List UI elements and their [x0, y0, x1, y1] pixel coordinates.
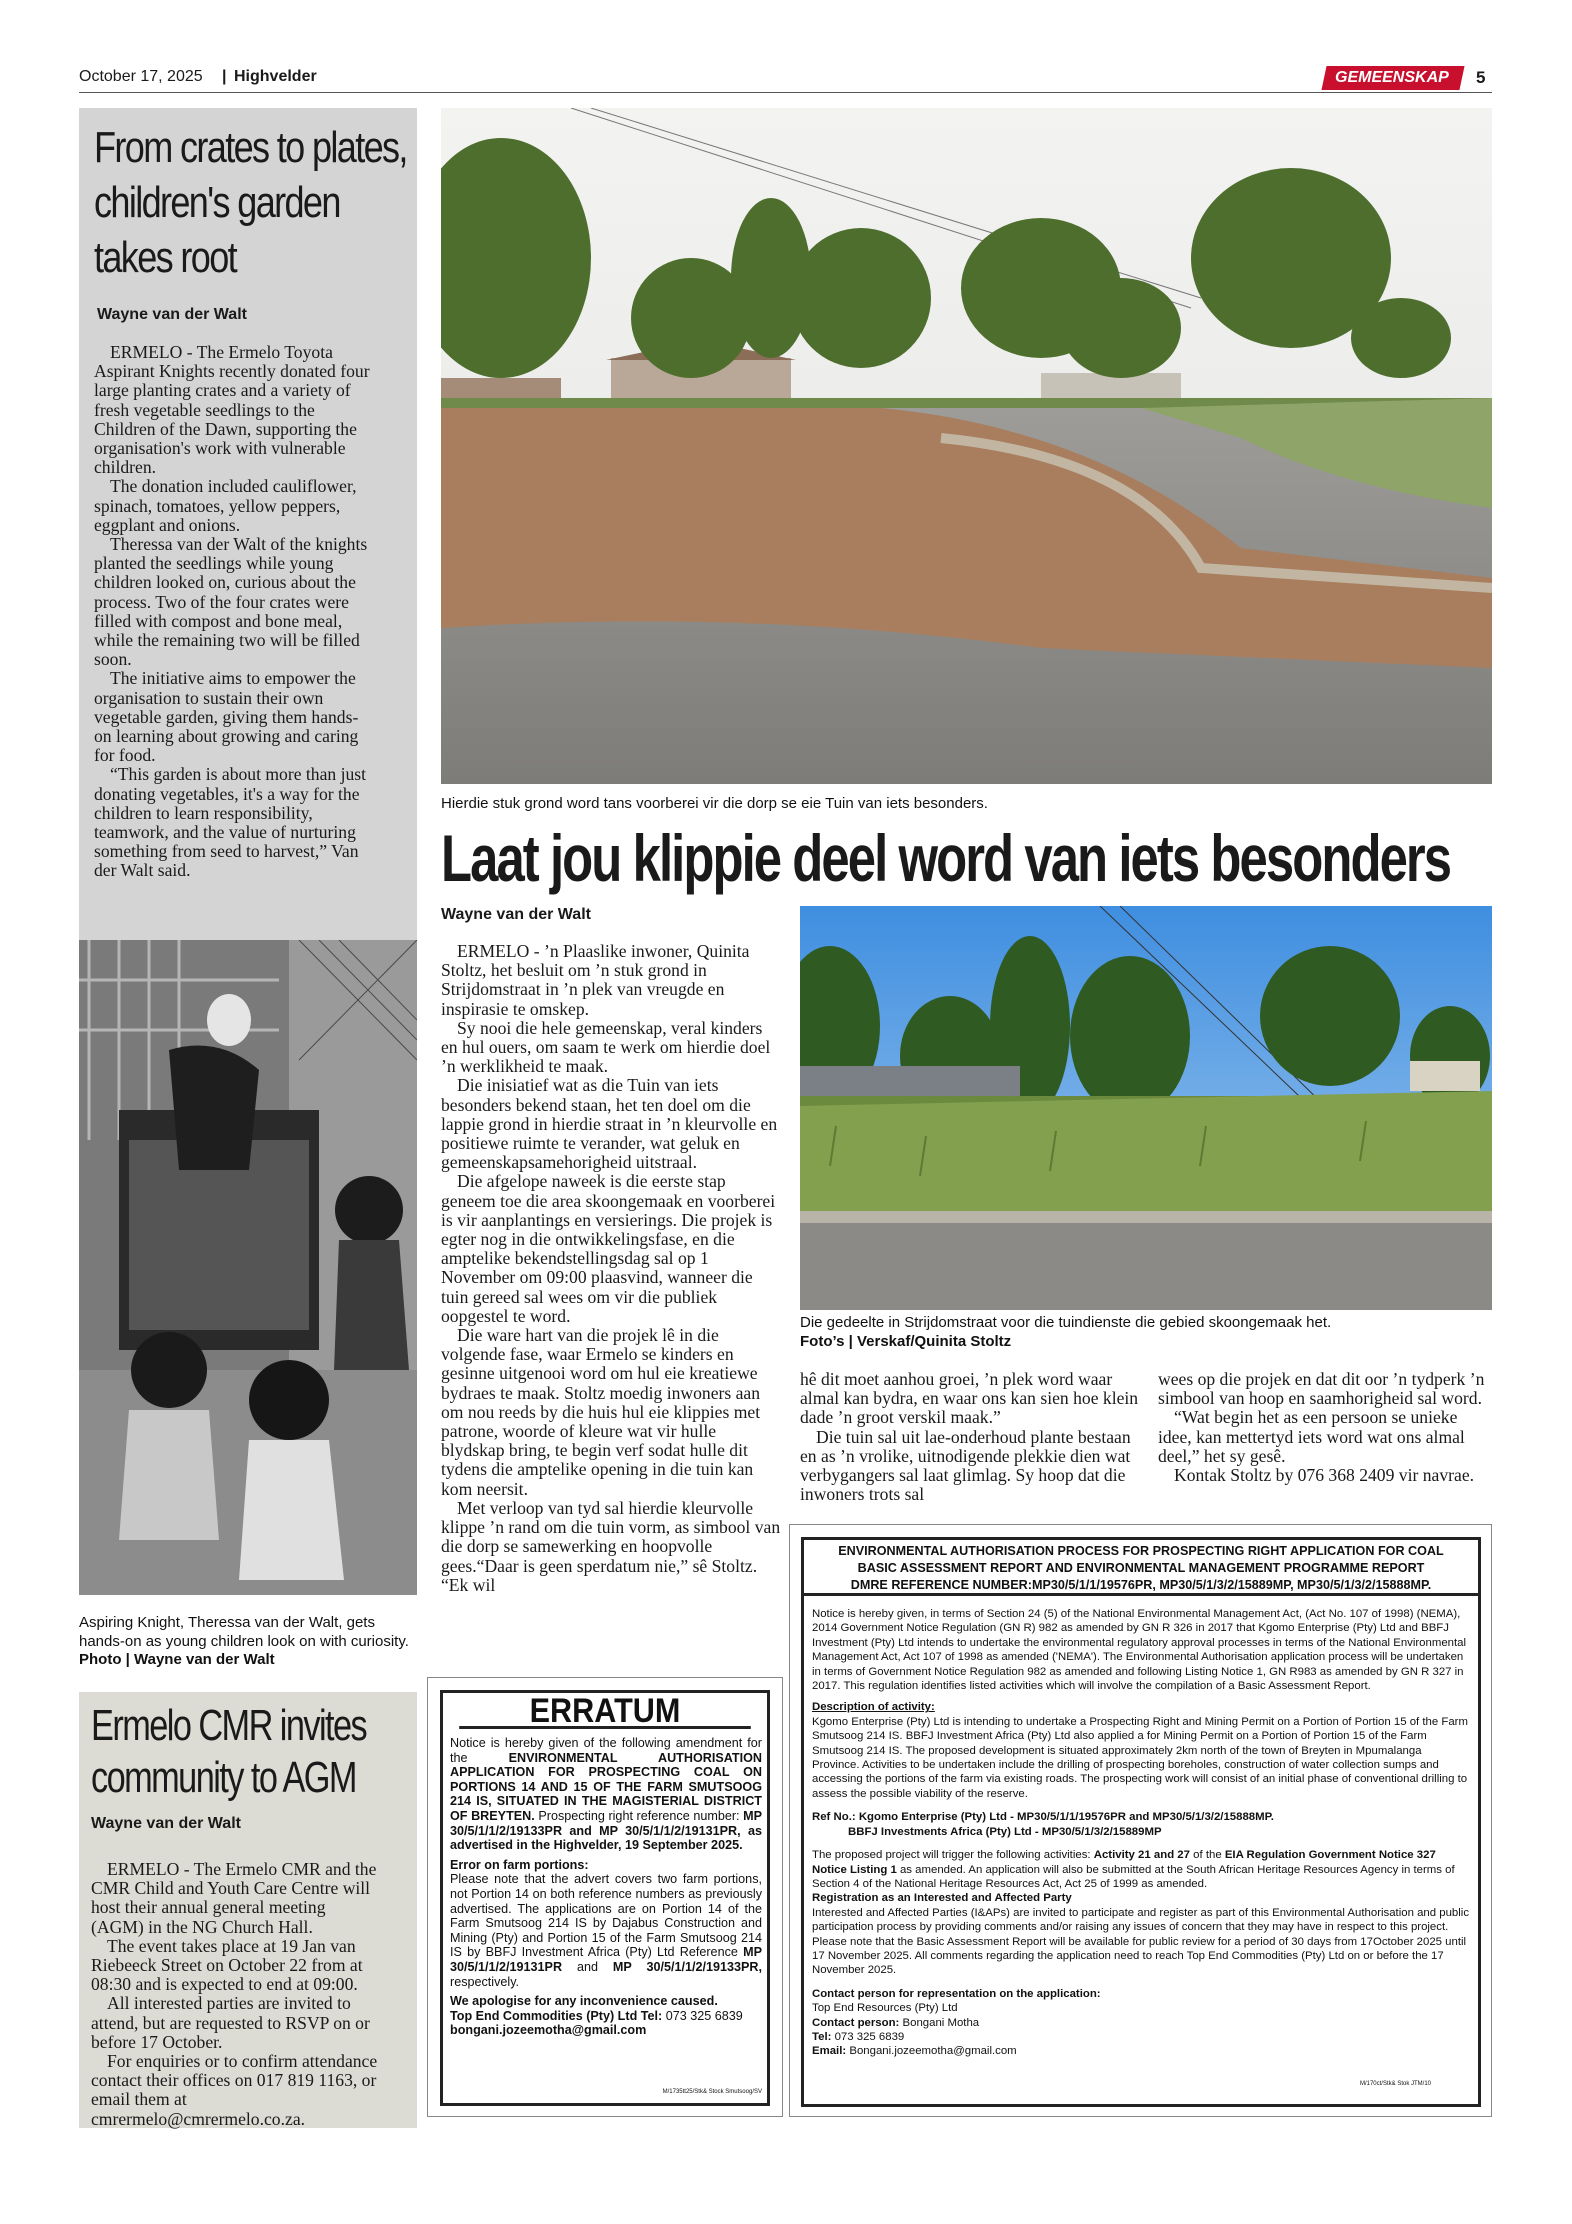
env-contact-person-label: Contact person:: [812, 2016, 900, 2029]
garden-photo-illustration: [79, 940, 417, 1595]
agm-paragraph: The event takes place at 19 Jan van Riebeeck Street on October 22 from at 08:30 and is expected to end at 09:00.: [91, 1935, 363, 1995]
env-intro: Notice is hereby given, in terms of Section 24 (5) of the National Environmental Management Act, (Act No. 107 of 1998) (NEMA), 2014 Government Notice Regulation (GN R) 982 as amended by GN R 326 in 2017 that Kgomo Enterprise (Pty) Ltd and BBFJ Investment (Pty) Ltd intends to undertake the environmental regulatory approval processes in terms of the National Environmental Management Act, Act 107 of 1998 as amended ('NEMA'). The Environmental Authorisation application process will be undertaken in terms of Government Notice Regulation 982 as amended and following Listing Notice 1, GN R983 as amended by GN R 327 in 2017. This regulation identifies listed activities which will involve the compilation of a Basic Assessment Report.: [812, 1608, 1467, 1693]
page-number: 5: [1476, 68, 1486, 87]
erratum-intro: [450, 1736, 762, 1853]
erratum-error-heading: Error on farm portions:: [450, 1857, 589, 1872]
env-trigger: [812, 1848, 1472, 1891]
header-separator: |: [222, 68, 227, 85]
garden-paragraph: “This garden is about more than just donating vegetables, it's a way for the children to learn responsibility, teamwork, and the value of nurturing something from seed to harvest,” Van der Walt said.: [94, 764, 367, 881]
garden-paragraph: The donation included cauliflower, spinach, tomatoes, yellow peppers, eggplant and onions.: [94, 476, 357, 535]
agm-headline: Ermelo CMR invites community to AGM: [91, 1701, 367, 1802]
second-caption-credit: Foto’s | Verskaf/Quinita Stoltz: [800, 1332, 1012, 1350]
agm-body: [91, 1860, 379, 2129]
env-ref-line-2: BBFJ Investments Africa (Pty) Ltd - MP30/5/1/3/2/15889MP: [848, 1825, 1162, 1838]
klippie-paragraph: Sy nooi die hele gemeenskap, veral kinders en hul ouers, om saam te werk om hierdie doel ’n werklikheid te maak.: [441, 1017, 771, 1077]
env-contact-company: Top End Resources (Pty) Ltd: [812, 2002, 958, 2015]
erratum-error-plain-1: Please note that the advert covers two farm portions, not Portion 14 on both reference numbers as previously advertised. The applications are on Portion 14 of the Farm Smutsoog 214 IS by Dajabus Construction and Mining (Pty) and Portion 15 of the Farm Smutsoog 214 IS by BBFJ Investment Africa (Pty) Ltd Reference: [450, 1872, 762, 1960]
env-desc: Kgomo Enterprise (Pty) Ltd is intending to undertake a Prospecting Right and Mining Permit on a Portion of Portion 15 of the Farm Smutsoog 214 IS. BBFJ Investment Africa (Pty) Ltd also applied a for Mining Permit on a Portion of Portion 15 of the Farm Smutsoog 214 IS. The proposed development is situated approximately 2km north of the town of Breyten in Mpumalanga Province. Activities to be undertaken include the drilling of prospecting boreholes, construction of water collection sumps and accessing the portions of the farm via existing roads. The prospecting work will consist of an initial phase of conventional drilling to assess the possible viability of the reserve.: [812, 1715, 1468, 1800]
page-header: [79, 66, 1492, 92]
env-contact-heading: Contact person for representation on the application:: [812, 1987, 1101, 2000]
garden-caption-credit: Photo | Wayne van der Walt: [79, 1651, 275, 1668]
erratum-contact-tel: 073 325 6839: [662, 2008, 743, 2023]
env-contact-person: [812, 2016, 1472, 2030]
env-trigger-plain-1: The proposed project will trigger the following activities:: [812, 1849, 1094, 1862]
erratum-apology: We apologise for any inconvenience caused.: [450, 1994, 718, 2009]
second-photo-illustration: [800, 906, 1492, 1310]
garden-paragraph: Theressa van der Walt of the knights planted the seedlings while young children looked on, curious about the process. Two of the four crates were filled with compost and bone meal, while the remaining two will be filled soon.: [94, 534, 368, 670]
env-trigger-bold-2: EIA Regulation Government Notice 327 Notice Listing 1: [812, 1849, 1436, 1876]
erratum-title: ERRATUM: [459, 1693, 751, 1729]
erratum-intro-bold-2: MP 30/5/1/1/2/19133PR and MP 30/5/1/1/2/19131PR, as advertised in the Highvelder, 19 September 2025.: [450, 1808, 763, 1853]
env-body: [812, 1607, 1472, 2059]
erratum-error-plain-2: and: [562, 1959, 613, 1974]
env-title-block: [804, 1540, 1478, 1596]
klippie-paragraph: hê dit moet aanhou groei, ’n plek word waar almal kan bydra, en waar ons kan sien hoe klein dade ’n groot verskil maak.”: [800, 1369, 1139, 1428]
top-photo-caption: Hierdie stuk grond word tans voorberei vir die dorp se eie Tuin van iets besonders.: [441, 795, 988, 812]
klippie-headline: Laat jou klippie deel word van iets besonders: [441, 821, 1451, 895]
agm-paragraph: All interested parties are invited to attend, but are requested to RSVP on or before 17 October.: [91, 1993, 370, 2052]
top-photo: [441, 108, 1492, 784]
erratum-error-text: [450, 1872, 762, 1989]
garden-paragraph: The initiative aims to empower the organisation to sustain their own vegetable garden, giving them hands-on learning about growing and caring for food.: [94, 668, 359, 766]
klippie-column-3: [1158, 1370, 1492, 1485]
garden-photo: [79, 940, 417, 1595]
env-reg-heading: Registration as an Interested and Affected Party: [812, 1892, 1072, 1905]
klippie-column-2: [800, 1370, 1140, 1504]
env-desc-heading: Description of activity:: [812, 1701, 935, 1714]
agm-paragraph: ERMELO - The Ermelo CMR and the CMR Child and Youth Care Centre will host their annual general meeting (AGM) in the NG Church Hall.: [91, 1859, 377, 1937]
agm-paragraph: For enquiries or to confirm attendance contact their offices on 017 819 1163, or email them at cmrermelo@cmrermelo.co.za.: [91, 2051, 378, 2129]
erratum-intro-plain-1: Notice is hereby given of the following amendment for the: [450, 1736, 762, 1765]
header-paper: Highvelder: [234, 68, 317, 85]
env-tel-value: 073 325 6839: [831, 2030, 905, 2043]
garden-body: [94, 343, 372, 881]
garden-headline: From crates to plates, children's garden takes root: [94, 123, 407, 282]
klippie-paragraph: “Wat begin het as een persoon se unieke idee, kan mettertyd iets word wat ons almal deel,” het sy gesê.: [1158, 1407, 1465, 1466]
erratum-contact: [450, 2009, 762, 2024]
erratum-error-plain-3: respectively.: [450, 1974, 520, 1989]
klippie-paragraph: Die inisiatief wat as die Tuin van iets besonders bekend staan, het ten doel om die lappie grond in hierdie straat in ’n kleurvolle en positiewe ruimte te verander, wat geluk en gemeenskapsamehorigheid uitstraal.: [441, 1075, 778, 1173]
env-title-line-3: DMRE REFERENCE NUMBER:MP30/5/1/1/19576PR, MP30/5/1/3/2/15889MP, MP30/5/1/3/2/15888MP.: [850, 1578, 1432, 1592]
erratum-email: bongani.jozeemotha@gmail.com: [450, 2023, 647, 2038]
agm-byline: Wayne van der Walt: [91, 1815, 241, 1832]
klippie-byline: Wayne van der Walt: [441, 906, 591, 923]
env-contact-person-name: Bongani Motha: [899, 2016, 980, 2029]
env-ref-line-1: Ref No.: Kgomo Enterprise (Pty) Ltd - MP30/5/1/1/19576PR and MP30/5/1/3/2/15888MP.: [812, 1811, 1274, 1824]
klippie-paragraph: Die tuin sal uit lae-onderhoud plante bestaan en as ’n vrolike, uitnodigende plekkie dien wat verbygangers sal laat glimlag. Sy hoop dat die inwoners trots sal: [800, 1426, 1131, 1505]
env-trigger-plain-2: of the: [1189, 1849, 1225, 1862]
header-date: October 17, 2025: [79, 68, 203, 85]
second-caption-text: Die gedeelte in Strijdomstraat voor die tuindienste die gebied skoongemaak het.: [800, 1314, 1332, 1331]
env-email: [812, 2044, 1472, 2058]
klippie-paragraph: ERMELO - ’n Plaaslike inwoner, Quinita Stoltz, het besluit om ’n stuk grond in Strijdomstraat in ’n plek van vreugde en inspirasie te omskep.: [441, 941, 750, 1019]
second-photo: [800, 906, 1492, 1310]
klippie-paragraph: Die ware hart van die projek lê in die volgende fase, waar Ermelo se kinders en gesinne uitgenooi word om hul eie kreatiewe bydraes te maak. Stoltz moedig inwoners aan om nou reeds by die huis hul eie klippies met patrone, woorde of kleure wat vir hulle blydskap bring, te begin verf sodat hulle dit tydens die amptelike opening in die tuin kan kom neersit.: [441, 1325, 761, 1499]
klippie-paragraph: Die afgelope naweek is die eerste stap geneem toe die area skoongemaak en voorberei is vir aanplantings en versierings. Die projek is egter nog in die ontwikkelingsfase, en die amptelike bekendstellingsdag sal op 1 November om 09:00 plaasvind, wanneer die tuin gereed sal wees om vir die publiek oopgestel te word.: [441, 1171, 776, 1326]
klippie-paragraph: wees op die projek en dat dit oor ’n tydperk ’n simbool van hoop en saamhorigheid sal word.: [1158, 1369, 1485, 1409]
erratum-contact-company: Top End Commodities (Pty) Ltd Tel:: [450, 2008, 663, 2023]
env-email-label: Email:: [812, 2045, 847, 2058]
erratum-body: [450, 1736, 762, 2038]
klippie-column-1: [441, 942, 783, 1595]
env-title-line-1: ENVIRONMENTAL AUTHORISATION PROCESS FOR PROSPECTING RIGHT APPLICATION FOR COAL: [838, 1544, 1444, 1558]
erratum-notice: [427, 1677, 783, 2117]
header-rule: [79, 92, 1492, 93]
garden-caption-text: Aspiring Knight, Theressa van der Walt, gets hands-on as young children look on with curiosity.: [79, 1614, 409, 1650]
erratum-ref: M/1735tt25/Stk& Stock Smutsoog/SV: [662, 2089, 762, 2095]
env-tel-label: Tel:: [812, 2030, 832, 2043]
env-tel: [812, 2030, 1472, 2044]
erratum-intro-plain-2: Prospecting right reference number:: [534, 1808, 744, 1823]
env-title-line-2: BASIC ASSESSMENT REPORT AND ENVIRONMENTAL MANAGEMENT PROGRAMME REPORT: [857, 1561, 1425, 1575]
env-notice: [789, 1524, 1492, 2117]
env-trigger-plain-3: as amended. An application will also be submitted at the South African Heritage Resources Agency in terms of Section 4 of the National Heritage Resources Act, Act 25 of 1999 as amended.: [812, 1863, 1455, 1890]
erratum-error-bold-1: MP 30/5/1/1/2/19131PR: [450, 1945, 762, 1974]
klippie-paragraph: Met verloop van tyd sal hierdie kleurvolle klippe ’n rand om die tuin vorm, as simbool van die dorp se samewerking en hoopvolle gees.“Daar is geen sperdatum nie,” sê Stoltz. “Ek wil: [441, 1497, 781, 1595]
erratum-error-bold-2: MP 30/5/1/1/2/19133PR,: [612, 1959, 762, 1974]
garden-caption: [79, 1614, 419, 1670]
second-photo-caption: [800, 1314, 1492, 1351]
erratum-intro-bold-1: ENVIRONMENTAL AUTHORISATION APPLICATION FOR PROSPECTING COAL ON PORTIONS 14 AND 15 OF THE FARM SMUTSOOG 214 IS, SITUATED IN THE MAGISTERIAL DISTRICT OF BREYTEN.: [450, 1750, 762, 1823]
klippie-paragraph: Kontak Stoltz by 076 368 2409 vir navrae.: [1174, 1465, 1475, 1486]
env-ref-small: M/170ct/Stk& Stok JTM/10: [1359, 2081, 1431, 2087]
section-label: GEMEENSKAP: [1335, 69, 1449, 86]
garden-byline: Wayne van der Walt: [97, 306, 247, 323]
env-email-value: Bongani.jozeemotha@gmail.com: [846, 2045, 1017, 2058]
garden-paragraph: ERMELO - The Ermelo Toyota Aspirant Knights recently donated four large planting crates and a variety of fresh vegetable seedlings to the Children of the Dawn, supporting the organisation's work with vulnerable children.: [94, 342, 370, 478]
env-trigger-bold-1: Activity 21 and 27: [1093, 1849, 1190, 1862]
env-reg: Interested and Affected Parties (I&APs) are invited to participate and register as part of this Environmental Authorisation and public participation process by providing comments and/or raising any issues of concern that they may have in respect to this project. Please note that the Basic Assessment Report will be available for public review for a period of 30 days from 17October 2025 until 17 November 2025. All comments regarding the application need to reach Top End Commodities (Pty) Ltd on or before the 17 November 2025.: [812, 1906, 1470, 1977]
top-photo-illustration: [441, 108, 1492, 784]
